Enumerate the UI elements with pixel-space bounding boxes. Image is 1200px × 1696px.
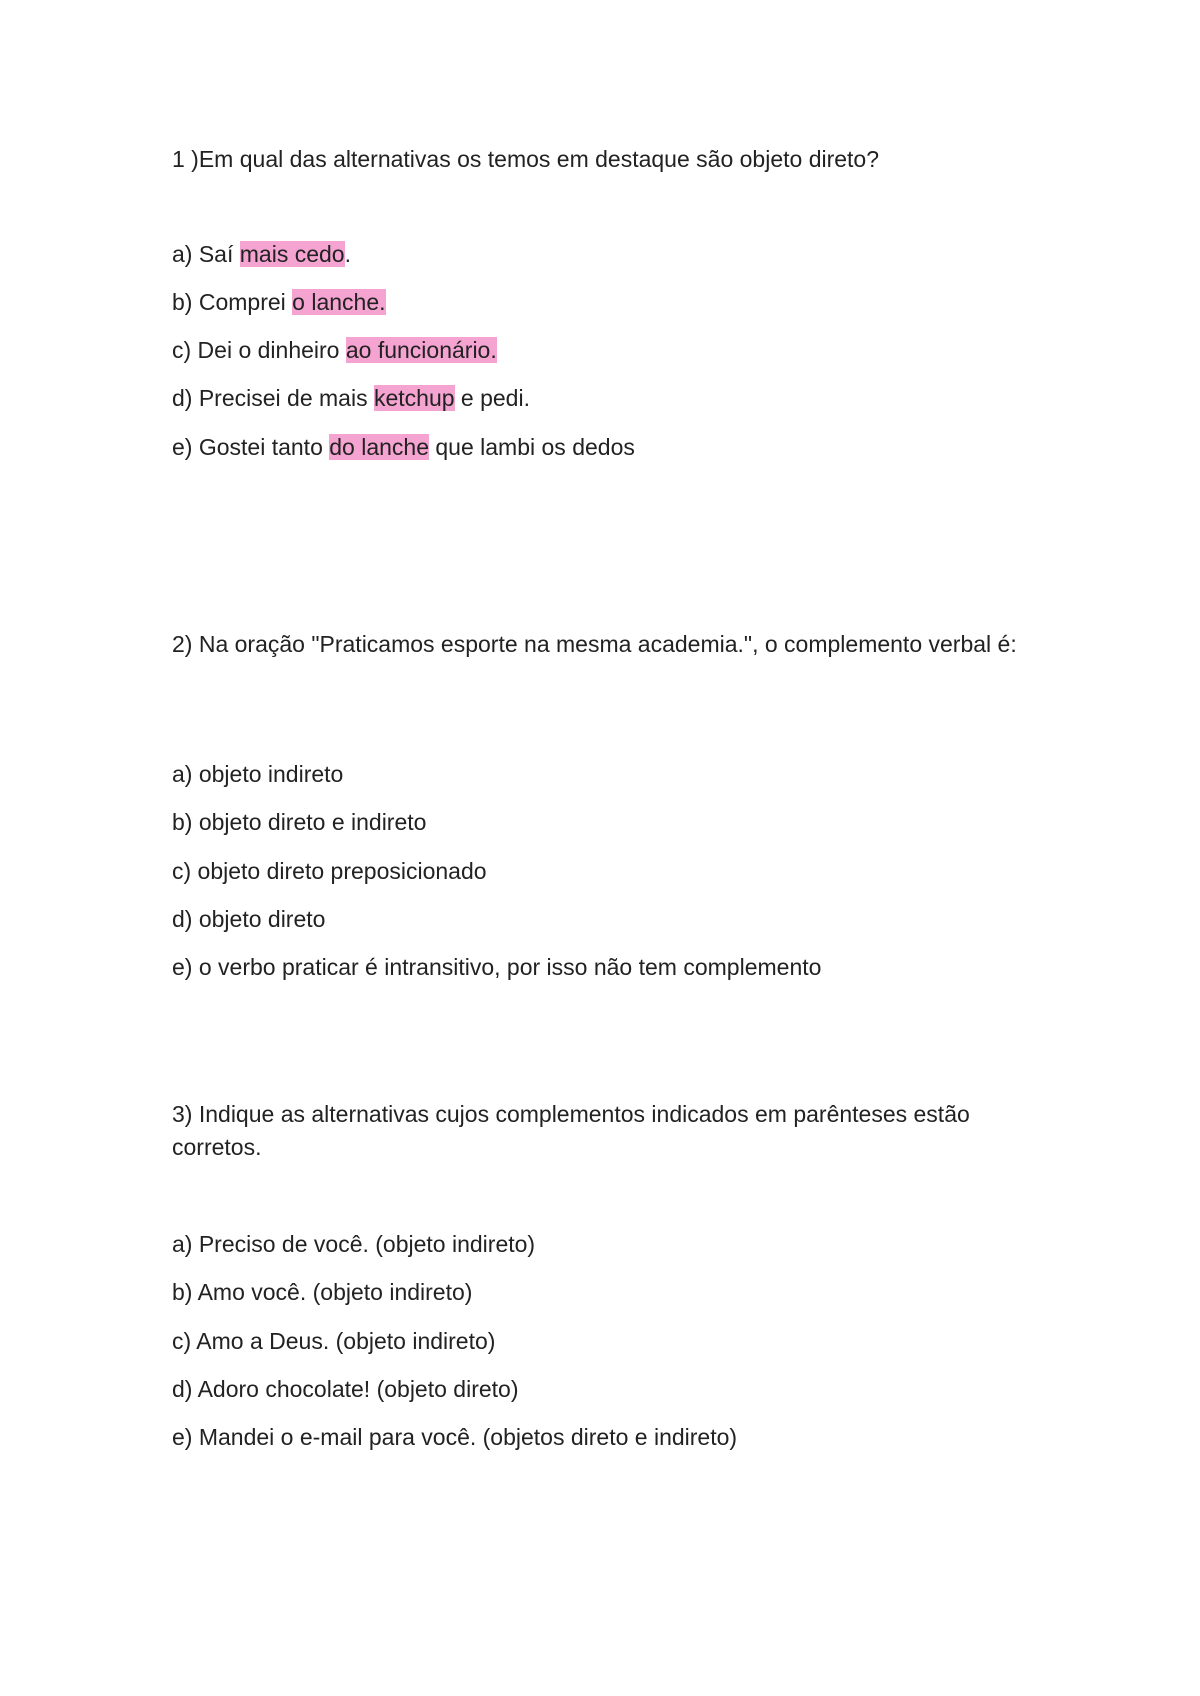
question-3-option-b: b) Amo você. (objeto indireto) bbox=[172, 1279, 473, 1305]
question-3-option-d: d) Adoro chocolate! (objeto direto) bbox=[172, 1376, 519, 1402]
question-3-option-e: e) Mandei o e-mail para você. (objetos direto e indireto) bbox=[172, 1424, 738, 1450]
question-1 bbox=[172, 143, 1032, 176]
question-2 bbox=[172, 628, 1032, 661]
question-2-option-c: c) objeto direto preposicionado bbox=[172, 858, 487, 884]
highlighted-term: do lanche bbox=[329, 434, 429, 460]
question-2-option-b: b) objeto direto e indireto bbox=[172, 809, 427, 835]
question-1-option-b: b) Comprei o lanche. bbox=[172, 289, 386, 315]
question-1-prompt: 1 )Em qual das alternativas os temos em destaque são objeto direto? bbox=[172, 146, 880, 172]
highlighted-term: o lanche. bbox=[292, 289, 386, 315]
highlighted-term: ao funcionário. bbox=[345, 337, 497, 363]
question-2-option-a: a) objeto indireto bbox=[172, 761, 344, 787]
highlighted-term: ketchup bbox=[373, 385, 455, 411]
question-3-prompt: 3) Indique as alternativas cujos complementos indicados em parênteses estão corretos. bbox=[172, 1101, 970, 1160]
question-2-option-e: e) o verbo praticar é intransitivo, por isso não tem complemento bbox=[172, 954, 822, 980]
question-2-option-d: d) objeto direto bbox=[172, 906, 326, 932]
question-1-option-a: a) Saí mais cedo. bbox=[172, 241, 351, 267]
question-3-option-c: c) Amo a Deus. (objeto indireto) bbox=[172, 1328, 496, 1354]
question-2-prompt: 2) Na oração "Praticamos esporte na mesma academia.", o complemento verbal é: bbox=[172, 631, 1017, 657]
question-1-option-c: c) Dei o dinheiro ao funcionário. bbox=[172, 337, 497, 363]
question-3-option-a: a) Preciso de você. (objeto indireto) bbox=[172, 1231, 536, 1257]
question-3 bbox=[172, 1098, 1032, 1164]
question-1-option-e: e) Gostei tanto do lanche que lambi os dedos bbox=[172, 434, 635, 460]
question-1-option-d: d) Precisei de mais ketchup e pedi. bbox=[172, 385, 530, 411]
highlighted-term: mais cedo bbox=[239, 241, 345, 267]
